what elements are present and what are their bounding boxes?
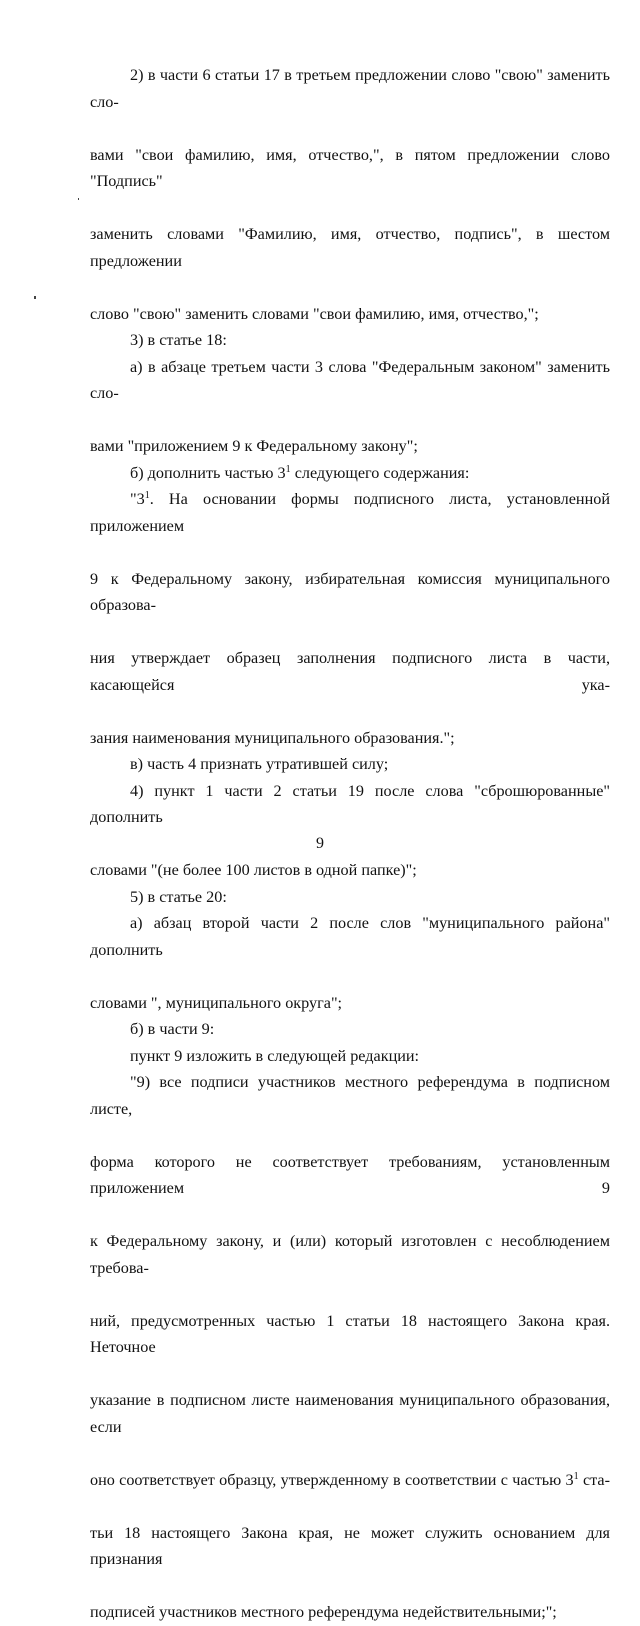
line-text: 4) пункт 1 части 2 статьи 19 после слова "сброшюрованные" дополнить xyxy=(90,781,610,826)
line-text: словами "(не более 100 листов в одной папке)"; xyxy=(90,861,417,879)
text-line xyxy=(90,225,610,270)
text-line xyxy=(90,437,418,455)
line-text: указание в подписном листе наименования муниципального образования, если xyxy=(90,1391,610,1436)
text-line xyxy=(130,1020,214,1038)
line-text: словами ", муниципального округа"; xyxy=(90,993,343,1012)
paragraph xyxy=(90,1043,610,1070)
text-line xyxy=(90,1391,610,1436)
text-line xyxy=(90,782,610,827)
text-line xyxy=(90,729,455,747)
line-text: в) часть 4 признать утратившей силу; xyxy=(130,755,389,773)
paragraph xyxy=(90,486,610,751)
line-text: ний, предусмотренных частью 1 статьи 18 настоящего Закона края. Неточное xyxy=(90,1311,610,1356)
text-line xyxy=(130,464,469,482)
line-text: следующего содержания: xyxy=(290,463,470,482)
text-line xyxy=(90,358,610,403)
text-line xyxy=(90,914,610,959)
line-text: зания наименования муниципального образования."; xyxy=(90,728,455,747)
line-text: . На основании формы подписного листа, установленной приложением xyxy=(90,490,610,535)
scan-mark xyxy=(78,198,79,200)
superscript: 1 xyxy=(144,490,150,501)
superscript: 1 xyxy=(573,1470,579,1482)
text-line xyxy=(130,331,227,349)
text-line xyxy=(90,1471,610,1489)
text-line xyxy=(90,1312,610,1357)
text-line xyxy=(130,1047,419,1065)
line-text: б) дополнить частью 3 xyxy=(130,463,286,482)
text-line xyxy=(90,305,539,323)
line-text: вами "свои фамилию, имя, отчество,", в пятом предложении слово "Подпись" xyxy=(90,145,610,190)
line-text: ния утверждает образец заполнения подписного листа в части, касающейся ука- xyxy=(90,649,610,694)
line-text: ста- xyxy=(578,1470,610,1489)
text-line xyxy=(90,66,610,111)
line-text: слово "свою" заменить словами "свои фамилию, имя, отчество,"; xyxy=(90,304,539,323)
paragraph xyxy=(90,1016,610,1043)
line-text: "9) все подписи участников местного референдума в подписном листе, xyxy=(90,1073,610,1118)
text-line xyxy=(90,1524,610,1569)
paragraph xyxy=(90,910,610,1016)
scan-mark xyxy=(34,296,36,299)
text-line xyxy=(90,1232,610,1277)
line-text: подписей участников местного референдума недействительными;"; xyxy=(90,1603,557,1621)
paragraph xyxy=(90,751,610,778)
paragraph xyxy=(90,460,610,487)
line-text: а) в абзаце третьем части 3 слова "Федеральным законом" заменить сло- xyxy=(90,357,610,402)
paragraph xyxy=(90,778,610,884)
paragraph xyxy=(90,1069,610,1626)
line-text: оно соответствует образцу, утвержденному в соответствии с частью 3 xyxy=(90,1470,574,1489)
paragraph xyxy=(90,62,610,327)
line-text: 9 к Федеральному закону, избирательная комиссия муниципального образова- xyxy=(90,569,610,614)
paragraph xyxy=(90,354,610,460)
text-line xyxy=(90,570,610,615)
text-line xyxy=(90,649,610,694)
line-text: к Федеральному закону, и (или) который изготовлен с несоблюдением требова- xyxy=(90,1232,610,1277)
superscript: 1 xyxy=(285,463,291,475)
text-line xyxy=(130,888,227,906)
paragraph xyxy=(90,884,610,911)
text-line xyxy=(130,755,388,773)
page-number: 9 xyxy=(316,835,324,852)
text-line xyxy=(90,1603,557,1621)
text-line xyxy=(90,994,342,1012)
line-text: 5) в статье 20: xyxy=(130,887,227,906)
line-text: заменить словами "Фамилию, имя, отчество, подпись", в шестом предложении xyxy=(90,225,610,270)
line-text: "3 xyxy=(130,490,145,508)
line-text: 2) в части 6 статьи 17 в третьем предложении слово "свою" заменить сло- xyxy=(90,66,610,111)
line-text: вами "приложением 9 к Федеральному закону"; xyxy=(90,437,418,455)
line-text: а) абзац второй части 2 после слов "муниципального района" дополнить xyxy=(90,914,610,959)
text-line xyxy=(90,490,610,535)
line-text: 3) в статье 18: xyxy=(130,331,227,349)
text-line xyxy=(90,146,610,191)
line-text: тьи 18 настоящего Закона края, не может служить основанием для признания xyxy=(90,1523,610,1568)
text-line xyxy=(90,1153,610,1198)
text-line xyxy=(90,1073,610,1118)
line-text: б) в части 9: xyxy=(130,1020,215,1038)
paragraph xyxy=(90,327,610,354)
line-text: пункт 9 изложить в следующей редакции: xyxy=(130,1046,420,1065)
text-line xyxy=(90,861,417,879)
line-text: форма которого не соответствует требованиям, установленным приложением 9 xyxy=(90,1152,610,1197)
